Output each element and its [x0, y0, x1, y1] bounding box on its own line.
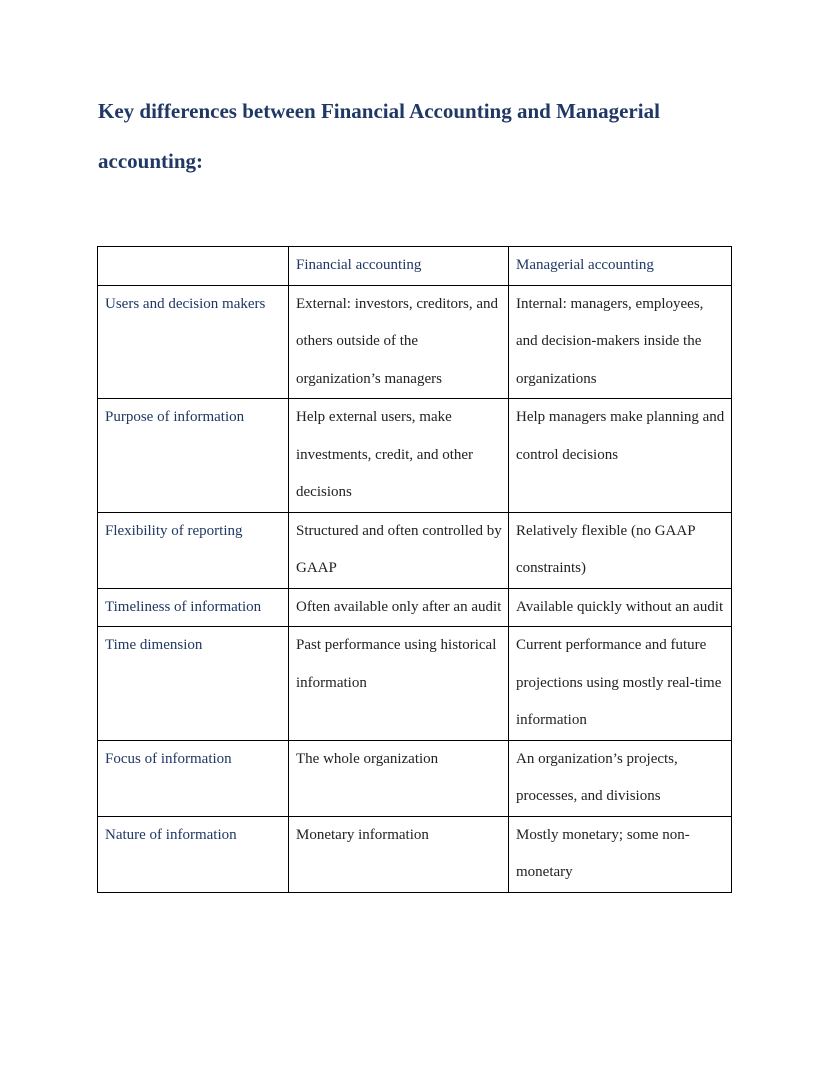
header-managerial-accounting: Managerial accounting [509, 247, 732, 286]
header-financial-accounting: Financial accounting [289, 247, 509, 286]
managerial-cell: Mostly monetary; some non-monetary [509, 816, 732, 892]
financial-cell: The whole organization [289, 740, 509, 816]
table-row [98, 512, 732, 588]
row-label: Timeliness of information [98, 588, 289, 627]
managerial-cell: Internal: managers, employees, and decision-makers inside the organizations [509, 285, 732, 399]
managerial-cell: Available quickly without an audit [509, 588, 732, 627]
financial-cell: Structured and often controlled by GAAP [289, 512, 509, 588]
financial-cell: External: investors, creditors, and others outside of the organization’s managers [289, 285, 509, 399]
financial-cell: Often available only after an audit [289, 588, 509, 627]
row-label: Purpose of information [98, 399, 289, 513]
managerial-cell: Relatively flexible (no GAAP constraints) [509, 512, 732, 588]
financial-cell: Help external users, make investments, credit, and other decisions [289, 399, 509, 513]
row-label: Nature of information [98, 816, 289, 892]
comparison-table [97, 246, 732, 893]
header-empty-cell [98, 247, 289, 286]
table-row [98, 627, 732, 741]
managerial-cell: An organization’s projects, processes, and divisions [509, 740, 732, 816]
financial-cell: Past performance using historical information [289, 627, 509, 741]
row-label: Time dimension [98, 627, 289, 741]
row-label: Users and decision makers [98, 285, 289, 399]
table-row [98, 816, 732, 892]
row-label: Flexibility of reporting [98, 512, 289, 588]
table-row [98, 740, 732, 816]
row-label: Focus of information [98, 740, 289, 816]
table-row [98, 285, 732, 399]
table-row [98, 399, 732, 513]
page-title: Key differences between Financial Accounting and Managerial accounting: [98, 99, 660, 173]
managerial-cell: Help managers make planning and control decisions [509, 399, 732, 513]
table-header-row [98, 247, 732, 286]
table-row [98, 588, 732, 627]
managerial-cell: Current performance and future projections using mostly real-time information [509, 627, 732, 741]
financial-cell: Monetary information [289, 816, 509, 892]
